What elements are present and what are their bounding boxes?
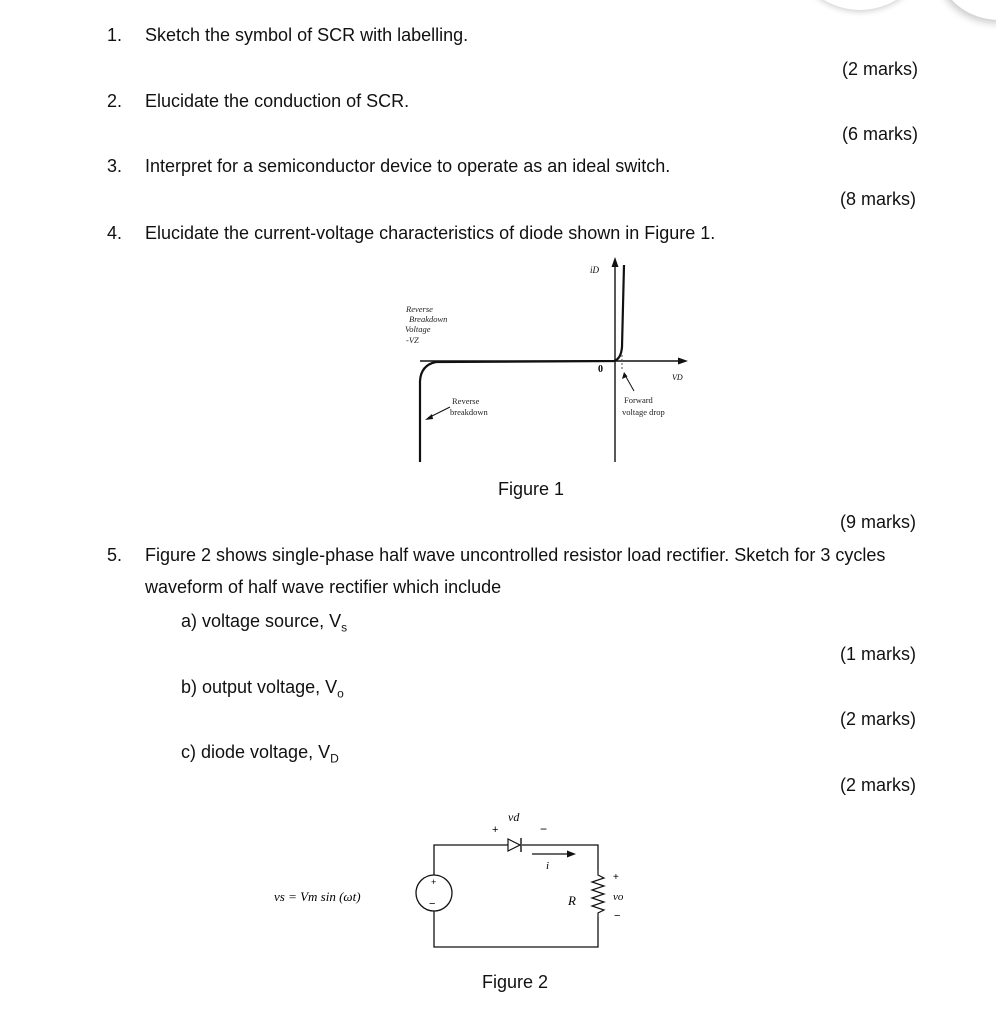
svg-text:voltage drop: voltage drop bbox=[622, 407, 665, 417]
svg-text:Breakdown: Breakdown bbox=[409, 314, 448, 324]
question-4-text: Elucidate the current-voltage characteristics of diode shown in Figure 1. bbox=[145, 223, 716, 243]
figure-2-output-plus: + bbox=[613, 872, 619, 883]
question-2-marks: (6 marks) bbox=[842, 124, 918, 144]
figure-1-x-axis-label: VD bbox=[672, 373, 683, 382]
sub-item-a-subscript: s bbox=[341, 620, 348, 635]
sub-item-a bbox=[181, 611, 347, 635]
figure-2-diode-symbol bbox=[508, 839, 520, 851]
figure-2-diode-minus: − bbox=[540, 822, 548, 836]
figure-2-diode-voltage-label: vd bbox=[508, 810, 520, 824]
question-5-number: 5. bbox=[107, 545, 123, 565]
sub-item-c-marks: (2 marks) bbox=[840, 775, 916, 795]
question-4-number: 4. bbox=[107, 223, 123, 243]
figure-2-output-minus: − bbox=[614, 910, 621, 922]
question-1-number: 1. bbox=[107, 25, 123, 45]
question-3-number: 3. bbox=[107, 156, 123, 176]
question-2-number: 2. bbox=[107, 91, 123, 111]
figure-2-resistor-symbol bbox=[592, 870, 604, 917]
svg-text:breakdown: breakdown bbox=[450, 407, 488, 417]
question-1-text: Sketch the symbol of SCR with labelling. bbox=[145, 25, 469, 45]
question-3-marks: (8 marks) bbox=[840, 189, 916, 209]
figure-2-rectifier-circuit bbox=[270, 805, 670, 960]
sub-item-b-marks: (2 marks) bbox=[840, 709, 916, 729]
figure-2-circuit-wire-top-right bbox=[522, 845, 598, 870]
question-2-text: Elucidate the conduction of SCR. bbox=[145, 91, 410, 111]
figure-2-diode-plus: + bbox=[492, 824, 499, 836]
figure-2-caption: Figure 2 bbox=[482, 972, 549, 992]
sub-item-b-label: b) output voltage, V bbox=[181, 677, 338, 697]
svg-text:Reverse: Reverse bbox=[452, 396, 480, 406]
figure-1-diode-characteristic bbox=[376, 255, 692, 465]
figure-2-current-label: i bbox=[546, 860, 550, 872]
corner-blob-shape bbox=[940, 0, 996, 20]
sub-item-a-marks: (1 marks) bbox=[840, 644, 916, 664]
svg-text:Reverse: Reverse bbox=[406, 304, 433, 314]
figure-2-circuit-wire-top-left bbox=[434, 845, 508, 875]
figure-2-source-label: vs = Vm sin (ωt) bbox=[274, 889, 361, 904]
figure-2-circuit-wire-right-bottom bbox=[434, 911, 598, 947]
sub-item-c-subscript: D bbox=[330, 751, 339, 766]
svg-text:Voltage: Voltage bbox=[405, 324, 431, 334]
figure-1-origin-label: 0 bbox=[598, 364, 603, 375]
figure-2-output-label: vo bbox=[613, 891, 624, 903]
sub-item-b bbox=[181, 677, 344, 701]
sub-item-a-label: a) voltage source, V bbox=[181, 611, 342, 631]
question-3-text: Interpret for a semiconductor device to operate as an ideal switch. bbox=[145, 156, 671, 176]
question-1-marks: (2 marks) bbox=[842, 59, 918, 79]
sub-item-c bbox=[181, 742, 339, 766]
svg-text:Forward: Forward bbox=[624, 395, 653, 405]
svg-text:-VZ: -VZ bbox=[406, 335, 419, 345]
sub-item-c-label: c) diode voltage, V bbox=[181, 742, 331, 762]
figure-2-resistor-label: R bbox=[568, 893, 576, 908]
sub-item-b-subscript: o bbox=[337, 686, 344, 701]
corner-shadow-shape bbox=[790, 0, 930, 10]
figure-1-caption: Figure 1 bbox=[498, 479, 565, 499]
figure-1-y-axis-label: iD bbox=[590, 265, 599, 275]
figure-2-source-plus: + bbox=[431, 877, 437, 887]
question-4-marks: (9 marks) bbox=[840, 512, 916, 532]
question-5-text-line-2: waveform of half wave rectifier which include bbox=[145, 577, 502, 597]
figure-2-source-minus: − bbox=[429, 898, 436, 910]
question-5-text-line-1: Figure 2 shows single-phase half wave uncontrolled resistor load rectifier. Sketch for 3 cycles bbox=[145, 545, 886, 565]
